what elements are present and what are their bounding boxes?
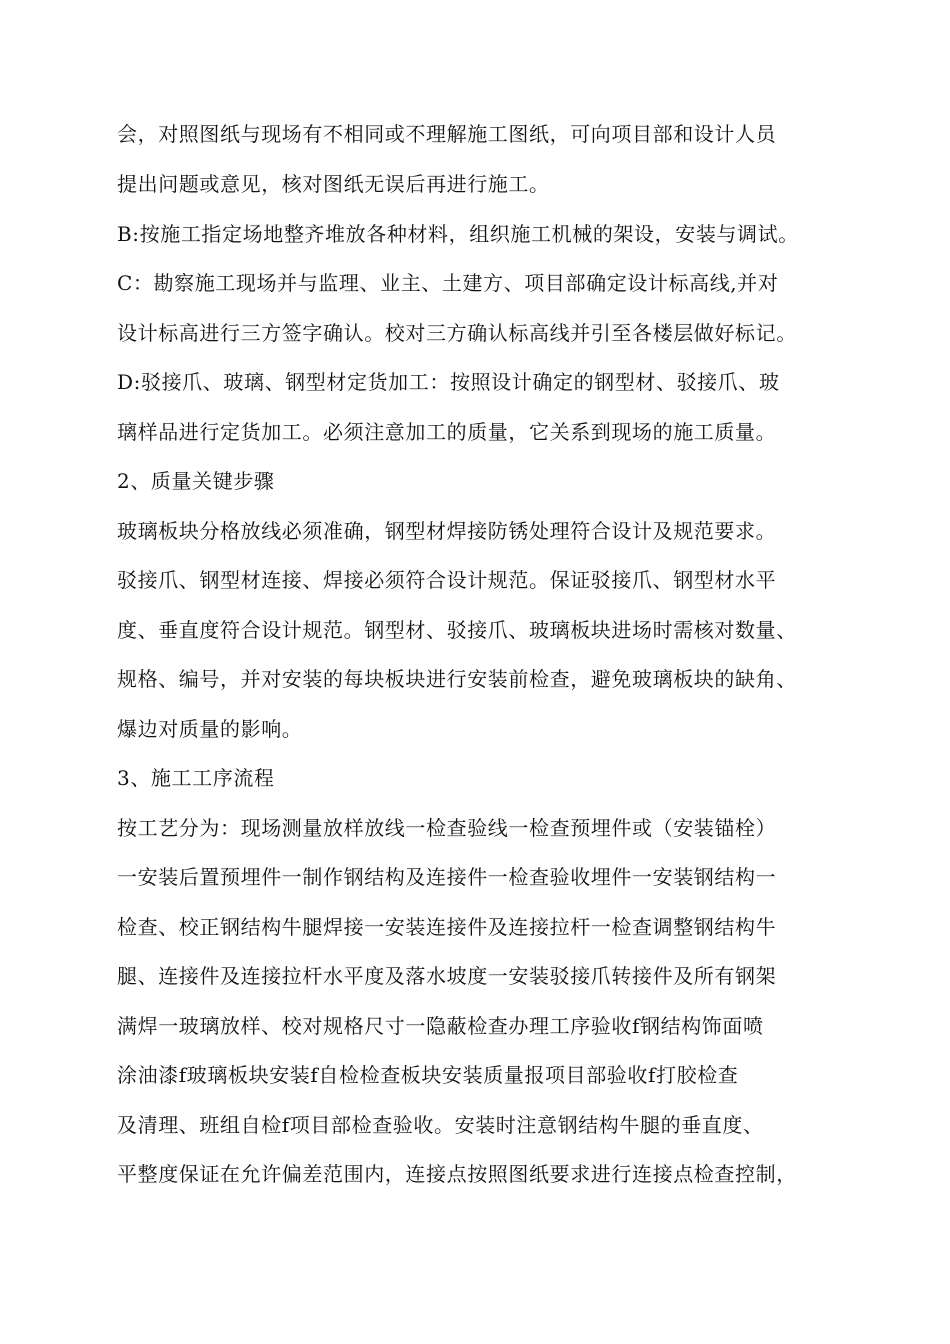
text-line: 玻璃板块分格放线必须准确，钢型材焊接防锈处理符合设计及规范要求。 [117, 519, 777, 543]
text-line: 提出问题或意见，核对图纸无误后再进行施工。 [117, 172, 550, 196]
text-line: 一安装后置预埋件一制作钢结构及连接件一检查验收埋件一安装钢结构一 [117, 865, 777, 889]
text-line: 及清理、班组自检f项目部检查验收。安装时注意钢结构牛腿的垂直度、 [117, 1113, 764, 1137]
text-line: 检查、校正钢结构牛腿焊接一安装连接件及连接拉杆一检查调整钢结构牛 [117, 915, 777, 939]
text-line: 驳接爪、钢型材连接、焊接必须符合设计规范。保证驳接爪、钢型材水平 [117, 568, 777, 592]
text-line: 爆边对质量的影响。 [117, 717, 303, 741]
text-line: 会，对照图纸与现场有不相同或不理解施工图纸，可向项目部和设计人员 [117, 122, 777, 146]
text-line: 涂油漆f玻璃板块安装f自检检查板块安装质量报项目部验收f打胶检查 [117, 1063, 739, 1087]
text-line: 度、垂直度符合设计规范。钢型材、驳接爪、玻璃板块进场时需核对数量、 [117, 618, 797, 642]
text-line: 按工艺分为：现场测量放样放线一检查验线一检查预埋件或（安装锚栓） [117, 816, 777, 840]
text-line: 平整度保证在允许偏差范围内，连接点按照图纸要求进行连接点检查控制， [117, 1162, 797, 1186]
text-line: 满焊一玻璃放样、校对规格尺寸一隐蔽检查办理工序验收f钢结构饰面喷 [117, 1014, 764, 1038]
text-line: 设计标高进行三方签字确认。校对三方确认标高线并引至各楼层做好标记。 [117, 321, 797, 345]
text-line: 腿、连接件及连接拉杆水平度及落水坡度一安装驳接爪转接件及所有钢架 [117, 964, 777, 988]
text-line: C：勘察施工现场并与监理、业主、土建方、项目部确定设计标高线,并对 [117, 271, 779, 295]
text-line: 规格、编号，并对安装的每块板块进行安装前检查，避免玻璃板块的缺角、 [117, 667, 797, 691]
text-line: 璃样品进行定货加工。必须注意加工的质量，它关系到现场的施工质量。 [117, 420, 777, 444]
text-line: B:按施工指定场地整齐堆放各种材料，组织施工机械的架设，安装与调试。 [117, 222, 799, 246]
section-heading: 3、施工工序流程 [117, 766, 275, 790]
section-heading: 2、质量关键步骤 [117, 469, 275, 493]
text-line: D:驳接爪、玻璃、钢型材定货加工：按照设计确定的钢型材、驳接爪、玻 [117, 370, 780, 394]
